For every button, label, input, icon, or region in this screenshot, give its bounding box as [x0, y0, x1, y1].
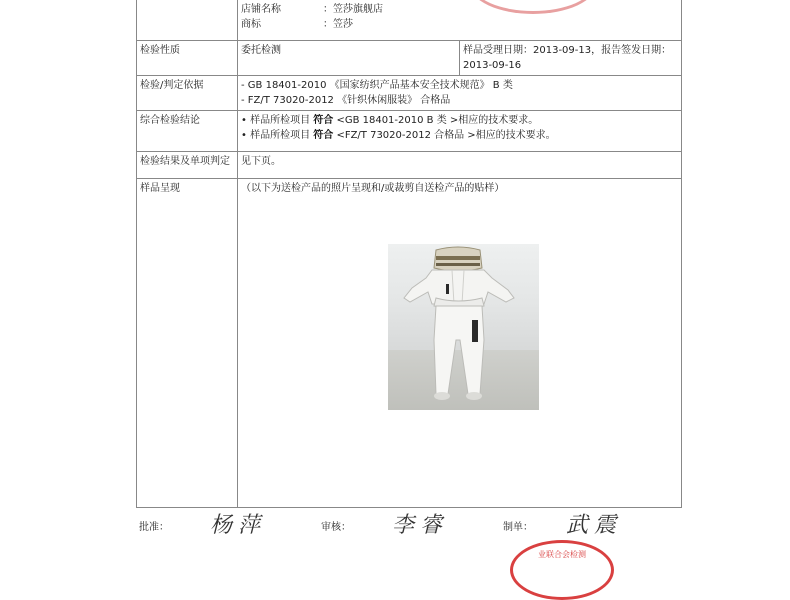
signature-block — [136, 508, 682, 544]
sample-area — [241, 181, 678, 505]
basis-item: - GB 18401-2010 《国家纺织产品基本安全技术规范》 B 类 — [241, 80, 513, 91]
conclusion-item — [241, 113, 678, 128]
review-signature: 李睿 — [392, 513, 449, 538]
sample-row — [137, 179, 682, 508]
sample-cell — [238, 179, 682, 508]
sample-photo — [388, 244, 539, 410]
prepare-signature: 武震 — [566, 513, 623, 538]
nature-row — [137, 41, 682, 76]
garment-illustration — [388, 244, 539, 410]
dates-value: 样品受理日期：2013-09-13，报告签发日期：2013-09-16 — [460, 41, 682, 76]
conclusion-row — [137, 111, 682, 152]
review-label: 审核： — [321, 522, 351, 533]
basis-label: 检验/判定依据 — [137, 76, 238, 111]
basis-item: - FZ/T 73020-2012 《针织休闲服装》 合格品 — [241, 95, 451, 106]
report-sheet — [136, 0, 682, 508]
result-value: 见下页。 — [238, 152, 682, 179]
store-name-line — [241, 2, 678, 17]
brand-line — [241, 17, 678, 32]
bottom-seal-text: 业联合会检测 — [538, 550, 586, 559]
basis-cell — [238, 76, 682, 111]
approve-label: 批准： — [139, 522, 169, 533]
blank-label-cell — [137, 0, 238, 41]
report-table — [136, 0, 682, 508]
conclusion-item — [241, 128, 678, 143]
conclusion-verdict: 符合 — [313, 115, 334, 126]
brand-label: 商标 — [241, 19, 261, 30]
conclusion-suffix: <FZ/T 73020-2012 合格品 >相应的技术要求。 — [333, 130, 556, 141]
prepare-label: 制单： — [503, 522, 533, 533]
nature-label: 检验性质 — [137, 41, 238, 76]
store-name-label: 店铺名称 — [241, 4, 281, 15]
bottom-seal — [510, 540, 614, 600]
store-name-value: 笠莎旗舰店 — [333, 4, 383, 15]
conclusion-prefix: • 样品所检项目 — [241, 115, 314, 126]
approve-signature: 杨萍 — [210, 513, 267, 538]
basis-row — [137, 76, 682, 111]
result-row — [137, 152, 682, 179]
store-row — [137, 0, 682, 41]
brand-value: 笠莎 — [333, 19, 353, 30]
conclusion-label: 综合检验结论 — [137, 111, 238, 152]
store-info-cell — [238, 0, 682, 41]
store-name-colon: ： — [323, 4, 333, 15]
sample-label: 样品呈现 — [137, 179, 238, 508]
result-label: 检验结果及单项判定 — [137, 152, 238, 179]
brand-colon: ： — [323, 19, 333, 30]
sample-note: （以下为送检产品的照片呈现和/或裁剪自送检产品的贴样） — [241, 183, 505, 194]
conclusion-verdict: 符合 — [313, 130, 334, 141]
conclusion-prefix: • 样品所检项目 — [241, 130, 314, 141]
conclusion-cell — [238, 111, 682, 152]
conclusion-suffix: <GB 18401-2010 B 类 >相应的技术要求。 — [333, 115, 539, 126]
nature-value: 委托检测 — [238, 41, 460, 76]
